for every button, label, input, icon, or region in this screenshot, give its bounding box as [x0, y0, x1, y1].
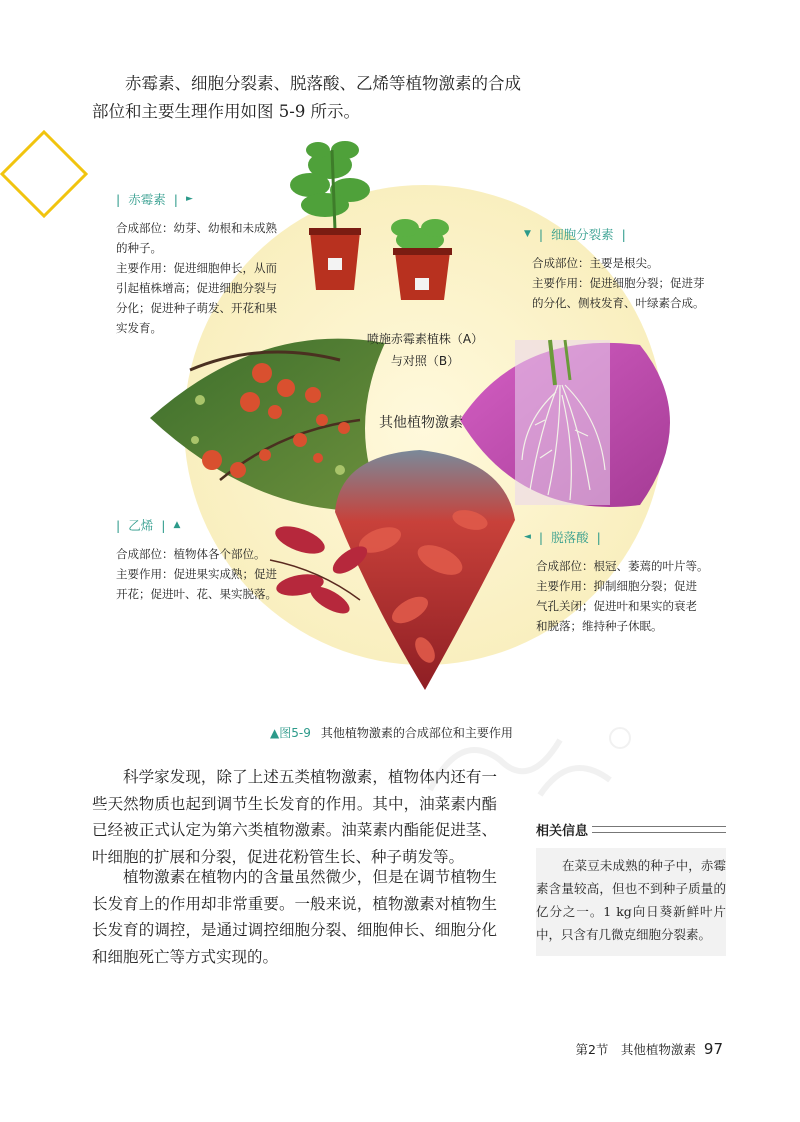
abscisic-header: ◄ | 脱落酸 | [524, 529, 601, 545]
gibberellin-title: 赤霉素 [128, 192, 166, 207]
cytokinin-header: ▼ | 细胞分裂素 | [524, 226, 626, 242]
gibberellin-block [116, 190, 296, 338]
abscisic-desc: 合成部位：根冠、萎蔫的叶片等。 主要作用：抑制细胞分裂；促进 气孔关闭；促进叶和果实的衰老 和脱落；维持种子休眠。 [536, 559, 709, 633]
arrow-right-icon: ► [185, 194, 193, 204]
arrow-left-icon: ◄ [524, 532, 531, 542]
footer-section: 第2节 其他植物激素 [575, 1042, 696, 1057]
gibberellin-header: | 赤霉素 | ► [116, 191, 193, 207]
gibberellin-desc: 合成部位：幼芽、幼根和未成熟 的种子。 主要作用：促进细胞伸长，从而 引起植株增高；促进细胞分裂与 分化；促进种子萌发、开花和果 实发育。 [116, 221, 277, 335]
abscisic-block [524, 528, 724, 636]
body-paragraph-1: 科学家发现，除了上述五类植物激素，植物体内还有一些天然物质也起到调节生长发育的作用。其中，油菜素内酯已经被正式认定为第六类植物激素。油菜素内酯能促进茎、叶细胞的扩展和分裂，促进花粉管生长、种子萌发等。 [92, 768, 497, 866]
arrow-down-icon: ▼ [524, 229, 531, 239]
cytokinin-desc: 合成部位：主要是根尖。 主要作用：促进细胞分裂；促进芽 的分化、侧枝发育、叶绿素合成。 [532, 256, 705, 310]
intro-paragraph: 赤霉素、细胞分裂素、脱落酸、乙烯等植物激素的合成部位和主要生理作用如图 5-9 所示。 [92, 74, 521, 121]
cytokinin-title: 细胞分裂素 [551, 227, 614, 242]
center-label: 其他植物激素 [379, 415, 463, 431]
abscisic-title: 脱落酸 [551, 530, 589, 545]
ethylene-desc: 合成部位：植物体各个部位。 主要作用：促进果实成熟；促进 开花；促进叶、花、果实脱落。 [116, 547, 277, 601]
sidebar-title-rule [592, 826, 726, 833]
arrow-up-icon: ▲ [173, 520, 181, 530]
photo-caption: 喷施赤霉素植株（A） 与对照（B） [366, 332, 484, 368]
caption-number: 图5-9 [279, 726, 311, 740]
body-paragraph-2: 植物激素在植物内的含量虽然微少，但是在调节植物生长发育上的作用却非常重要。一般来说，植物激素对植物生长发育的调控，是通过调控细胞分裂、细胞伸长、细胞分化和细胞死亡等方式实现的。 [92, 868, 497, 966]
center-diamond [0, 130, 88, 218]
page-footer [575, 1040, 723, 1058]
ethylene-block [116, 516, 296, 604]
caption-triangle-icon: ▲ [270, 726, 280, 740]
ethylene-header: | 乙烯 | ▲ [116, 517, 181, 533]
sidebar-text: 在菜豆未成熟的种子中，赤霉素含量较高，但也不到种子质量的亿分之一。1 kg向日葵新鲜叶片中，只含有几微克细胞分裂素。 [536, 858, 726, 942]
figure-5-9 [0, 130, 800, 720]
caption-text: 其他植物激素的合成部位和主要作用 [320, 726, 513, 740]
cytokinin-block [524, 225, 724, 313]
ethylene-title: 乙烯 [128, 518, 154, 533]
sidebar-title: 相关信息 [536, 820, 726, 839]
page-number: 97 [703, 1040, 723, 1058]
